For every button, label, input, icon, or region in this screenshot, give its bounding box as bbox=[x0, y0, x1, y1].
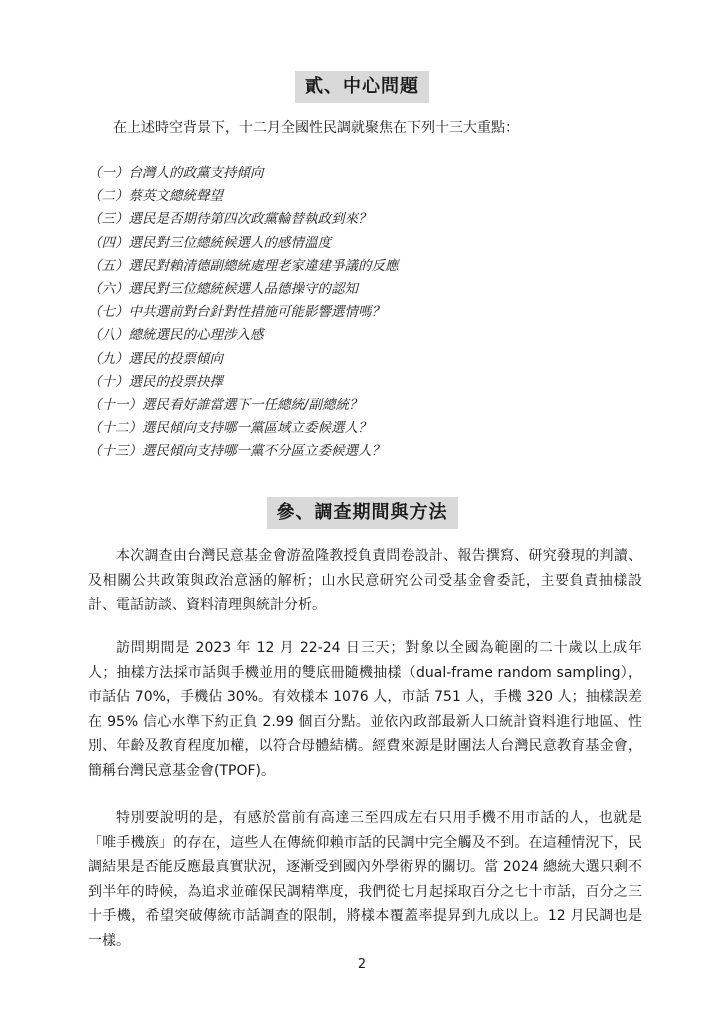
topic-item: （二）蔡英文總統聲望 bbox=[88, 188, 223, 205]
topic-item: （一）台灣人的政黨支持傾向 bbox=[88, 165, 264, 181]
topic-item: （十三）選民傾向支持哪一黨不分區立委候選人？ bbox=[88, 443, 385, 460]
topic-item: （七）中共選前對台針對性措施可能影響選情嗎？ bbox=[88, 304, 385, 321]
topic-item: （八）總統選民的心理涉入感 bbox=[88, 327, 264, 344]
intro-sentence: 在上述時空背景下，十二月全國性民調就聚焦在下列十三大重點： bbox=[113, 120, 519, 136]
topic-item: （四）選民對三位總統候選人的感情溫度 bbox=[88, 234, 331, 251]
topic-list bbox=[88, 162, 399, 463]
topic-item: （十二）選民傾向支持哪一黨區域立委候選人？ bbox=[88, 420, 372, 437]
methodology-paragraph: 本次調查由台灣民意基金會游盈隆教授負責問卷設計、報告撰寫、研究發現的判讀、及相關公共政策與政治意涵的解析；山水民意研究公司受基金會委託，主要負責抽樣設計、電話訪談、資料清理與統計分析。 bbox=[88, 548, 642, 614]
page-number: 2 bbox=[357, 957, 367, 972]
topic-item: （十一）選民看好誰當選下一任總統/副總統？ bbox=[88, 396, 363, 413]
topic-item: （十）選民的投票抉擇 bbox=[88, 373, 223, 390]
section-title: 參、調查期間與方法 bbox=[267, 497, 458, 529]
section-title: 貳、中心問題 bbox=[295, 71, 429, 103]
section-heading-central-issues bbox=[0, 71, 724, 103]
topic-item: （五）選民對賴清德副總統處理老家違建爭議的反應 bbox=[88, 257, 399, 274]
topic-item: （九）選民的投票傾向 bbox=[88, 350, 223, 367]
methodology-paragraph: 訪問期間是 2023 年 12 月 22-24 日三天；對象以全國為範圍的二十歲以上成年人；抽樣方法採市話與手機並用的雙底冊隨機抽樣（dual-frame random sampling），市話佔 70%，手機佔 30%。有效樣本 1076 人，市話 751 人，手機 320 人；抽樣誤差在 95% 信心水準下約正負 2.99 個百分點。並依內政部最新人口統計資料進行地區、性別、年齡及教育程度加權，以符合母體結構。經費來源是財團法人台灣民意教育基金會，簡稱台灣民意基金會(TPOF)。 bbox=[88, 640, 642, 779]
section-heading-methodology bbox=[0, 497, 724, 529]
topic-item: （三）選民是否期待第四次政黨輪替執政到來？ bbox=[88, 211, 372, 228]
methodology-paragraph: 特別要說明的是，有感於當前有高達三至四成左右只用手機不用市話的人，也就是「唯手機族」的存在，這些人在傳統仰賴市話的民調中完全觸及不到。在這種情況下，民調結果是否能反應最真實狀況，逐漸受到國內外學術界的關切。當 2024 總統大選只剩不到半年的時候，為追求並確保民調精準度，我們從七月起採取百分之七十市話，百分之三十手機，希望突破傳統市話調查的限制，將樣本覆蓋率提昇到九成以上。12 月民調也是一樣。 bbox=[88, 810, 642, 949]
topic-item: （六）選民對三位總統候選人品德操守的認知 bbox=[88, 280, 358, 297]
